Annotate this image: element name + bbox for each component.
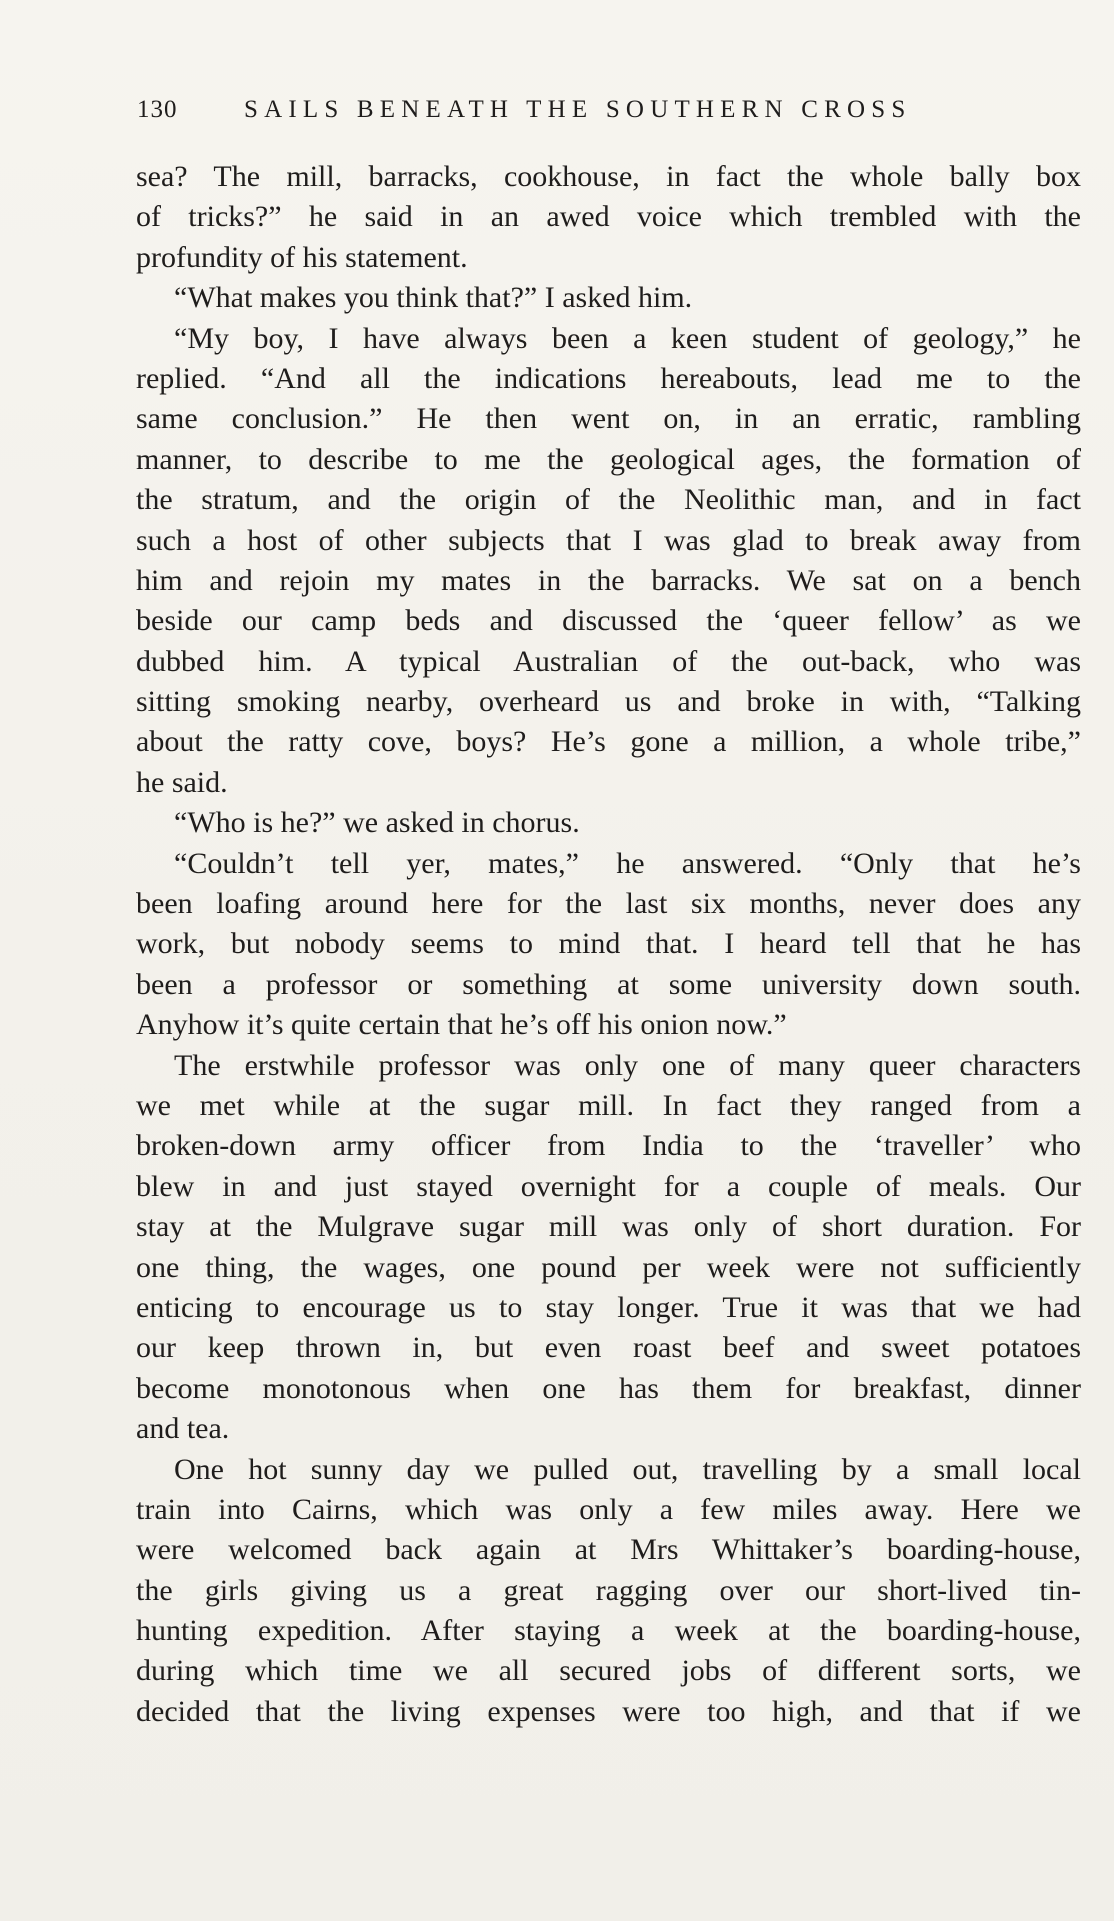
text-line: him and rejoin my mates in the barracks. We sat on a bench <box>136 563 1081 597</box>
text-line: of tricks?” he said in an awed voice which trembled with the <box>136 200 1081 234</box>
page-header <box>137 96 1037 136</box>
body-text <box>136 157 1081 1732</box>
text-line: the girls giving us a great ragging over our short-lived tin- <box>136 1573 1081 1607</box>
text-line: work, but nobody seems to mind that. I heard tell that he has <box>136 927 1081 961</box>
text-line: one thing, the wages, one pound per week were not sufficiently <box>136 1250 1081 1284</box>
text-line: been a professor or something at some university down south. <box>136 967 1081 1001</box>
text-line: profundity of his statement. <box>136 240 468 274</box>
page-number: 130 <box>137 96 178 123</box>
text-line: were welcomed back again at Mrs Whittaker’s boarding-house, <box>136 1533 1081 1567</box>
text-line: stay at the Mulgrave sugar mill was only of short duration. For <box>136 1210 1081 1244</box>
text-line: enticing to encourage us to stay longer. True it was that we had <box>136 1290 1081 1324</box>
text-line: and tea. <box>136 1412 230 1446</box>
running-title: SAILS BENEATH THE SOUTHERN CROSS <box>244 96 912 123</box>
text-line: “What makes you think that?” I asked him. <box>174 281 693 315</box>
text-line: hunting expedition. After staying a week at the boarding-house, <box>136 1614 1081 1648</box>
text-line: dubbed him. A typical Australian of the out-back, who was <box>136 644 1081 678</box>
text-line: manner, to describe to me the geological ages, the formation of <box>136 442 1081 476</box>
text-line: replied. “And all the indications hereabouts, lead me to the <box>136 361 1081 395</box>
text-line: about the ratty cove, boys? He’s gone a million, a whole tribe,” <box>136 725 1081 759</box>
text-line: become monotonous when one has them for breakfast, dinner <box>136 1371 1081 1405</box>
text-line: our keep thrown in, but even roast beef and sweet potatoes <box>136 1331 1081 1365</box>
text-line: we met while at the sugar mill. In fact they ranged from a <box>136 1088 1081 1122</box>
text-line: “Couldn’t tell yer, mates,” he answered. “Only that he’s <box>174 846 1081 880</box>
text-line: The erstwhile professor was only one of many queer characters <box>174 1048 1081 1082</box>
text-line: “Who is he?” we asked in chorus. <box>174 806 580 840</box>
text-line: the stratum, and the origin of the Neolithic man, and in fact <box>136 483 1081 517</box>
text-line: “My boy, I have always been a keen student of geology,” he <box>174 321 1081 355</box>
text-line: beside our camp beds and discussed the ‘queer fellow’ as we <box>136 604 1081 638</box>
text-line: during which time we all secured jobs of different sorts, we <box>136 1654 1081 1688</box>
text-line: same conclusion.” He then went on, in an erratic, rambling <box>136 402 1081 436</box>
text-line: Anyhow it’s quite certain that he’s off his onion now.” <box>136 1008 787 1042</box>
text-line: One hot sunny day we pulled out, travelling by a small local <box>174 1452 1081 1486</box>
text-line: blew in and just stayed overnight for a couple of meals. Our <box>136 1169 1081 1203</box>
text-line: been loafing around here for the last six months, never does any <box>136 887 1081 921</box>
text-line: sea? The mill, barracks, cookhouse, in fact the whole bally box <box>136 160 1081 193</box>
text-line: broken-down army officer from India to the ‘traveller’ who <box>136 1129 1081 1163</box>
text-line: decided that the living expenses were too high, and that if we <box>136 1694 1081 1728</box>
text-line: train into Cairns, which was only a few miles away. Here we <box>136 1492 1081 1526</box>
text-line: such a host of other subjects that I was glad to break away from <box>136 523 1081 557</box>
text-line: he said. <box>136 765 228 799</box>
text-line: sitting smoking nearby, overheard us and broke in with, “Talking <box>136 685 1081 719</box>
